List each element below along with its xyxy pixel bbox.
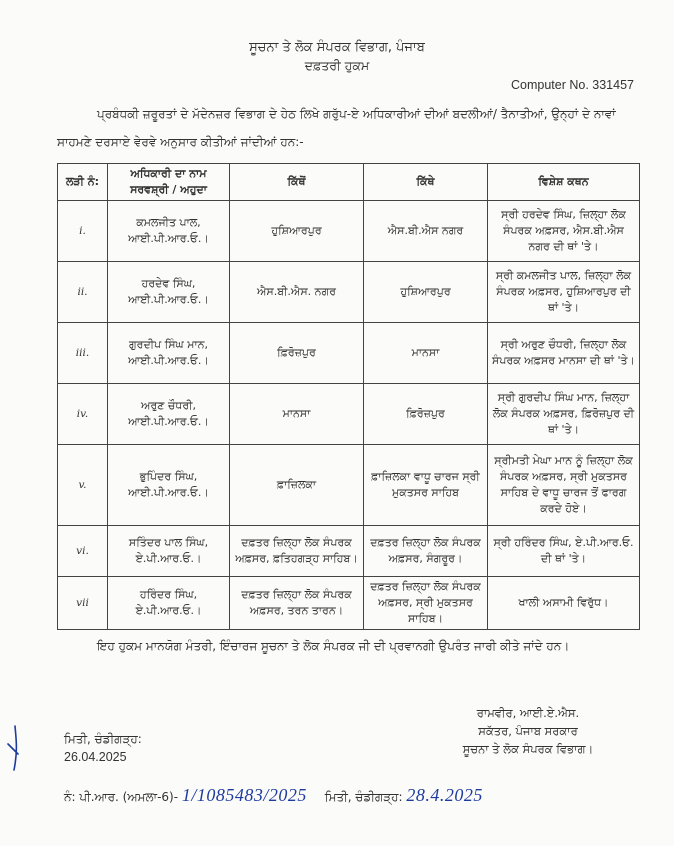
cell-from: ਮਾਨਸਾ <box>230 384 364 445</box>
table-row <box>58 323 640 384</box>
signatory-name: ਰਾਮਵੀਰ, ਆਈ.ਏ.ਐਸ. <box>476 706 580 720</box>
signatory-department: ਸੂਚਨਾ ਤੇ ਲੋਕ ਸੰਪਰਕ ਵਿਭਾਗ। <box>462 742 594 756</box>
cell-officer-name: ਭੁਪਿੰਦਰ ਸਿੰਘ, ਆਈ.ਪੀ.ਆਰ.ਓ.। <box>108 445 230 526</box>
cell-to: ਦਫ਼ਤਰ ਜ਼ਿਲ੍ਹਾ ਲੋਕ ਸੰਪਰਕ ਅਫ਼ਸਰ, ਸੰਗਰੂਰ। <box>364 526 488 577</box>
cell-sr-no: vii <box>58 577 108 630</box>
cell-officer-name: ਅਰੁਣ ਚੌਧਰੀ, ਆਈ.ਪੀ.ਆਰ.ਓ.। <box>108 384 230 445</box>
cell-sr-no: iii. <box>58 323 108 384</box>
cell-remarks: ਸ੍ਰੀ ਗੁਰਦੀਪ ਸਿੰਘ ਮਾਨ, ਜ਼ਿਲ੍ਹਾ ਲੋਕ ਸੰਪਰਕ ਅਫ਼ਸਰ, ਫ਼ਿਰੋਜ਼ਪੁਰ ਦੀ ਥਾਂ 'ਤੇ। <box>488 384 640 445</box>
header-from: ਕਿੱਥੋਂ <box>230 164 364 201</box>
place-date-label: ਮਿਤੀ, ਚੰਡੀਗੜ੍ਹ: <box>64 732 142 746</box>
department-heading: ਸੂਚਨਾ ਤੇ ਲੋਕ ਸੰਪਰਕ ਵਿਭਾਗ, ਪੰਜਾਬ <box>249 40 425 55</box>
header-remarks: ਵਿਸ਼ੇਸ਼ ਕਥਨ <box>488 164 640 201</box>
cell-to: ਐਸ.ਬੀ.ਐਸ ਨਗਰ <box>364 201 488 262</box>
cell-officer-name: ਹਰਿੰਦਰ ਸਿੰਘ, ਏ.ਪੀ.ਆਰ.ਓ.। <box>108 577 230 630</box>
signature-block <box>418 704 638 758</box>
endorsement-date-label: ਮਿਤੀ, ਚੰਡੀਗੜ੍ਹ: <box>324 790 403 804</box>
table-row <box>58 445 640 526</box>
issue-date: 26.04.2025 <box>64 750 127 764</box>
order-title: ਦਫ਼ਤਰੀ ਹੁਕਮ <box>304 58 370 73</box>
cell-to: ਮਾਨਸਾ <box>364 323 488 384</box>
cell-remarks: ਸ੍ਰੀ ਹਰਿੰਦਰ ਸਿੰਘ, ਏ.ਪੀ.ਆਰ.ਓ. ਦੀ ਥਾਂ 'ਤੇ। <box>488 526 640 577</box>
endorsement-ref-number: 1/1085483/2025 <box>181 785 307 805</box>
table-row <box>58 526 640 577</box>
cell-to: ਫ਼ਾਜ਼ਿਲਕਾ ਵਾਧੂ ਚਾਰਜ ਸ੍ਰੀ ਮੁਕਤਸਰ ਸਾਹਿਬ <box>364 445 488 526</box>
cell-remarks: ਸ੍ਰੀ ਅਰੁਣ ਚੌਧਰੀ, ਜ਼ਿਲ੍ਹਾ ਲੋਕ ਸੰਪਰਕ ਅਫ਼ਸਰ ਮਾਨਸਾ ਦੀ ਥਾਂ 'ਤੇ। <box>488 323 640 384</box>
table-row <box>58 384 640 445</box>
header-officer-name: ਅਧਿਕਾਰੀ ਦਾ ਨਾਮ ਸਰਵਸ਼੍ਰੀ / ਅਹੁਦਾ <box>108 164 230 201</box>
cell-sr-no: i. <box>58 201 108 262</box>
table-row <box>58 201 640 262</box>
cell-officer-name: ਸਤਿੰਦਰ ਪਾਲ ਸਿੰਘ, ਏ.ਪੀ.ਆਰ.ਓ.। <box>108 526 230 577</box>
cell-to: ਹੁਸ਼ਿਆਰਪੁਰ <box>364 262 488 323</box>
cell-to: ਦਫ਼ਤਰ ਜ਼ਿਲ੍ਹਾ ਲੋਕ ਸੰਪਰਕ ਅਫ਼ਸਰ, ਸ੍ਰੀ ਮੁਕਤਸਰ ਸਾਹਿਬ। <box>364 577 488 630</box>
endorsement-ref-label: ਨੰ: ਪੀ.ਆਰ. (ਅਮਲਾ-6)- <box>64 790 179 804</box>
intro-paragraph: ਪ੍ਰਬੰਧਕੀ ਜ਼ਰੂਰਤਾਂ ਦੇ ਮੱਦੇਨਜ਼ਰ ਵਿਭਾਗ ਦੇ ਹੇਠ ਲਿਖੇ ਗਰੁੱਪ-ਏ ਅਧਿਕਾਰੀਆਂ ਦੀਆਂ ਬਦਲੀਆਂ/ ਤੈਨਾਤੀਆਂ, ਉਨ੍ਹਾਂ ਦੇ ਨਾਵਾਂ ਸਾਹਮਣੇ ਦਰਸਾਏ ਵੇਰਵੇ ਅਨੁਸਾਰ ਕੀਤੀਆਂ ਜਾਂਦੀਆਂ ਹਨ:- <box>57 107 616 149</box>
cell-from: ਐਸ.ਬੀ.ਐਸ. ਨਗਰ <box>230 262 364 323</box>
cell-sr-no: v. <box>58 445 108 526</box>
endorsement-date: 28.4.2025 <box>406 785 483 805</box>
handwritten-mark-icon <box>6 724 22 772</box>
table-row <box>58 262 640 323</box>
header-to: ਕਿੱਥੇ <box>364 164 488 201</box>
cell-officer-name: ਹਰਦੇਵ ਸਿੰਘ, ਆਈ.ਪੀ.ਆਰ.ਓ.। <box>108 262 230 323</box>
place-date-block <box>64 730 142 766</box>
cell-sr-no: vi. <box>58 526 108 577</box>
endorsement-line <box>64 785 483 806</box>
cell-to: ਫ਼ਿਰੋਜ਼ਪੁਰ <box>364 384 488 445</box>
closing-paragraph: ਇਹ ਹੁਕਮ ਮਾਨਯੋਗ ਮੰਤਰੀ, ਇੰਚਾਰਜ ਸੂਚਨਾ ਤੇ ਲੋਕ ਸੰਪਰਕ ਜੀ ਦੀ ਪ੍ਰਵਾਨਗੀ ਉਪਰੰਤ ਜਾਰੀ ਕੀਤੇ ਜਾਂਦੇ ਹਨ। <box>97 639 570 653</box>
table-header-row <box>58 164 640 201</box>
cell-sr-no: iv. <box>58 384 108 445</box>
cell-officer-name: ਕਮਲਜੀਤ ਪਾਲ, ਆਈ.ਪੀ.ਆਰ.ਓ.। <box>108 201 230 262</box>
header-sr-no: ਲੜੀ ਨੰ: <box>58 164 108 201</box>
cell-sr-no: ii. <box>58 262 108 323</box>
table-row <box>58 577 640 630</box>
cell-from: ਫ਼ਿਰੋਜ਼ਪੁਰ <box>230 323 364 384</box>
cell-from: ਦਫ਼ਤਰ ਜ਼ਿਲ੍ਹਾ ਲੋਕ ਸੰਪਰਕ ਅਫ਼ਸਰ, ਫ਼ਤਿਹਗੜ੍ਹ ਸਾਹਿਬ। <box>230 526 364 577</box>
cell-remarks: ਸ੍ਰੀਮਤੀ ਮੇਘਾ ਮਾਨ ਨੂੰ ਜ਼ਿਲ੍ਹਾ ਲੋਕ ਸੰਪਰਕ ਅਫ਼ਸਰ, ਸ੍ਰੀ ਮੁਕਤਸਰ ਸਾਹਿਬ ਦੇ ਵਾਧੂ ਚਾਰਜ ਤੋਂ ਫਾਰਗ ਕਰਦੇ ਹੋਏ। <box>488 445 640 526</box>
cell-remarks: ਸ੍ਰੀ ਕਮਲਜੀਤ ਪਾਲ, ਜ਼ਿਲ੍ਹਾ ਲੋਕ ਸੰਪਰਕ ਅਫ਼ਸਰ, ਹੁਸ਼ਿਆਰਪੁਰ ਦੀ ਥਾਂ 'ਤੇ। <box>488 262 640 323</box>
cell-officer-name: ਗੁਰਦੀਪ ਸਿੰਘ ਮਾਨ, ਆਈ.ਪੀ.ਆਰ.ਓ.। <box>108 323 230 384</box>
cell-from: ਹੁਸ਼ਿਆਰਪੁਰ <box>230 201 364 262</box>
cell-from: ਫ਼ਾਜ਼ਿਲਕਾ <box>230 445 364 526</box>
signatory-designation: ਸਕੱਤਰ, ਪੰਜਾਬ ਸਰਕਾਰ <box>478 724 578 738</box>
cell-from: ਦਫ਼ਤਰ ਜ਼ਿਲ੍ਹਾ ਲੋਕ ਸੰਪਰਕ ਅਫ਼ਸਰ, ਤਰਨ ਤਾਰਨ। <box>230 577 364 630</box>
cell-remarks: ਸ੍ਰੀ ਹਰਦੇਵ ਸਿੰਘ, ਜ਼ਿਲ੍ਹਾ ਲੋਕ ਸੰਪਰਕ ਅਫ਼ਸਰ, ਐਸ.ਬੀ.ਐਸ ਨਗਰ ਦੀ ਥਾਂ 'ਤੇ। <box>488 201 640 262</box>
cell-remarks: ਖਾਲੀ ਅਸਾਮੀ ਵਿਰੁੱਧ। <box>488 577 640 630</box>
computer-number: Computer No. 331457 <box>511 78 634 92</box>
transfer-table <box>57 163 640 630</box>
